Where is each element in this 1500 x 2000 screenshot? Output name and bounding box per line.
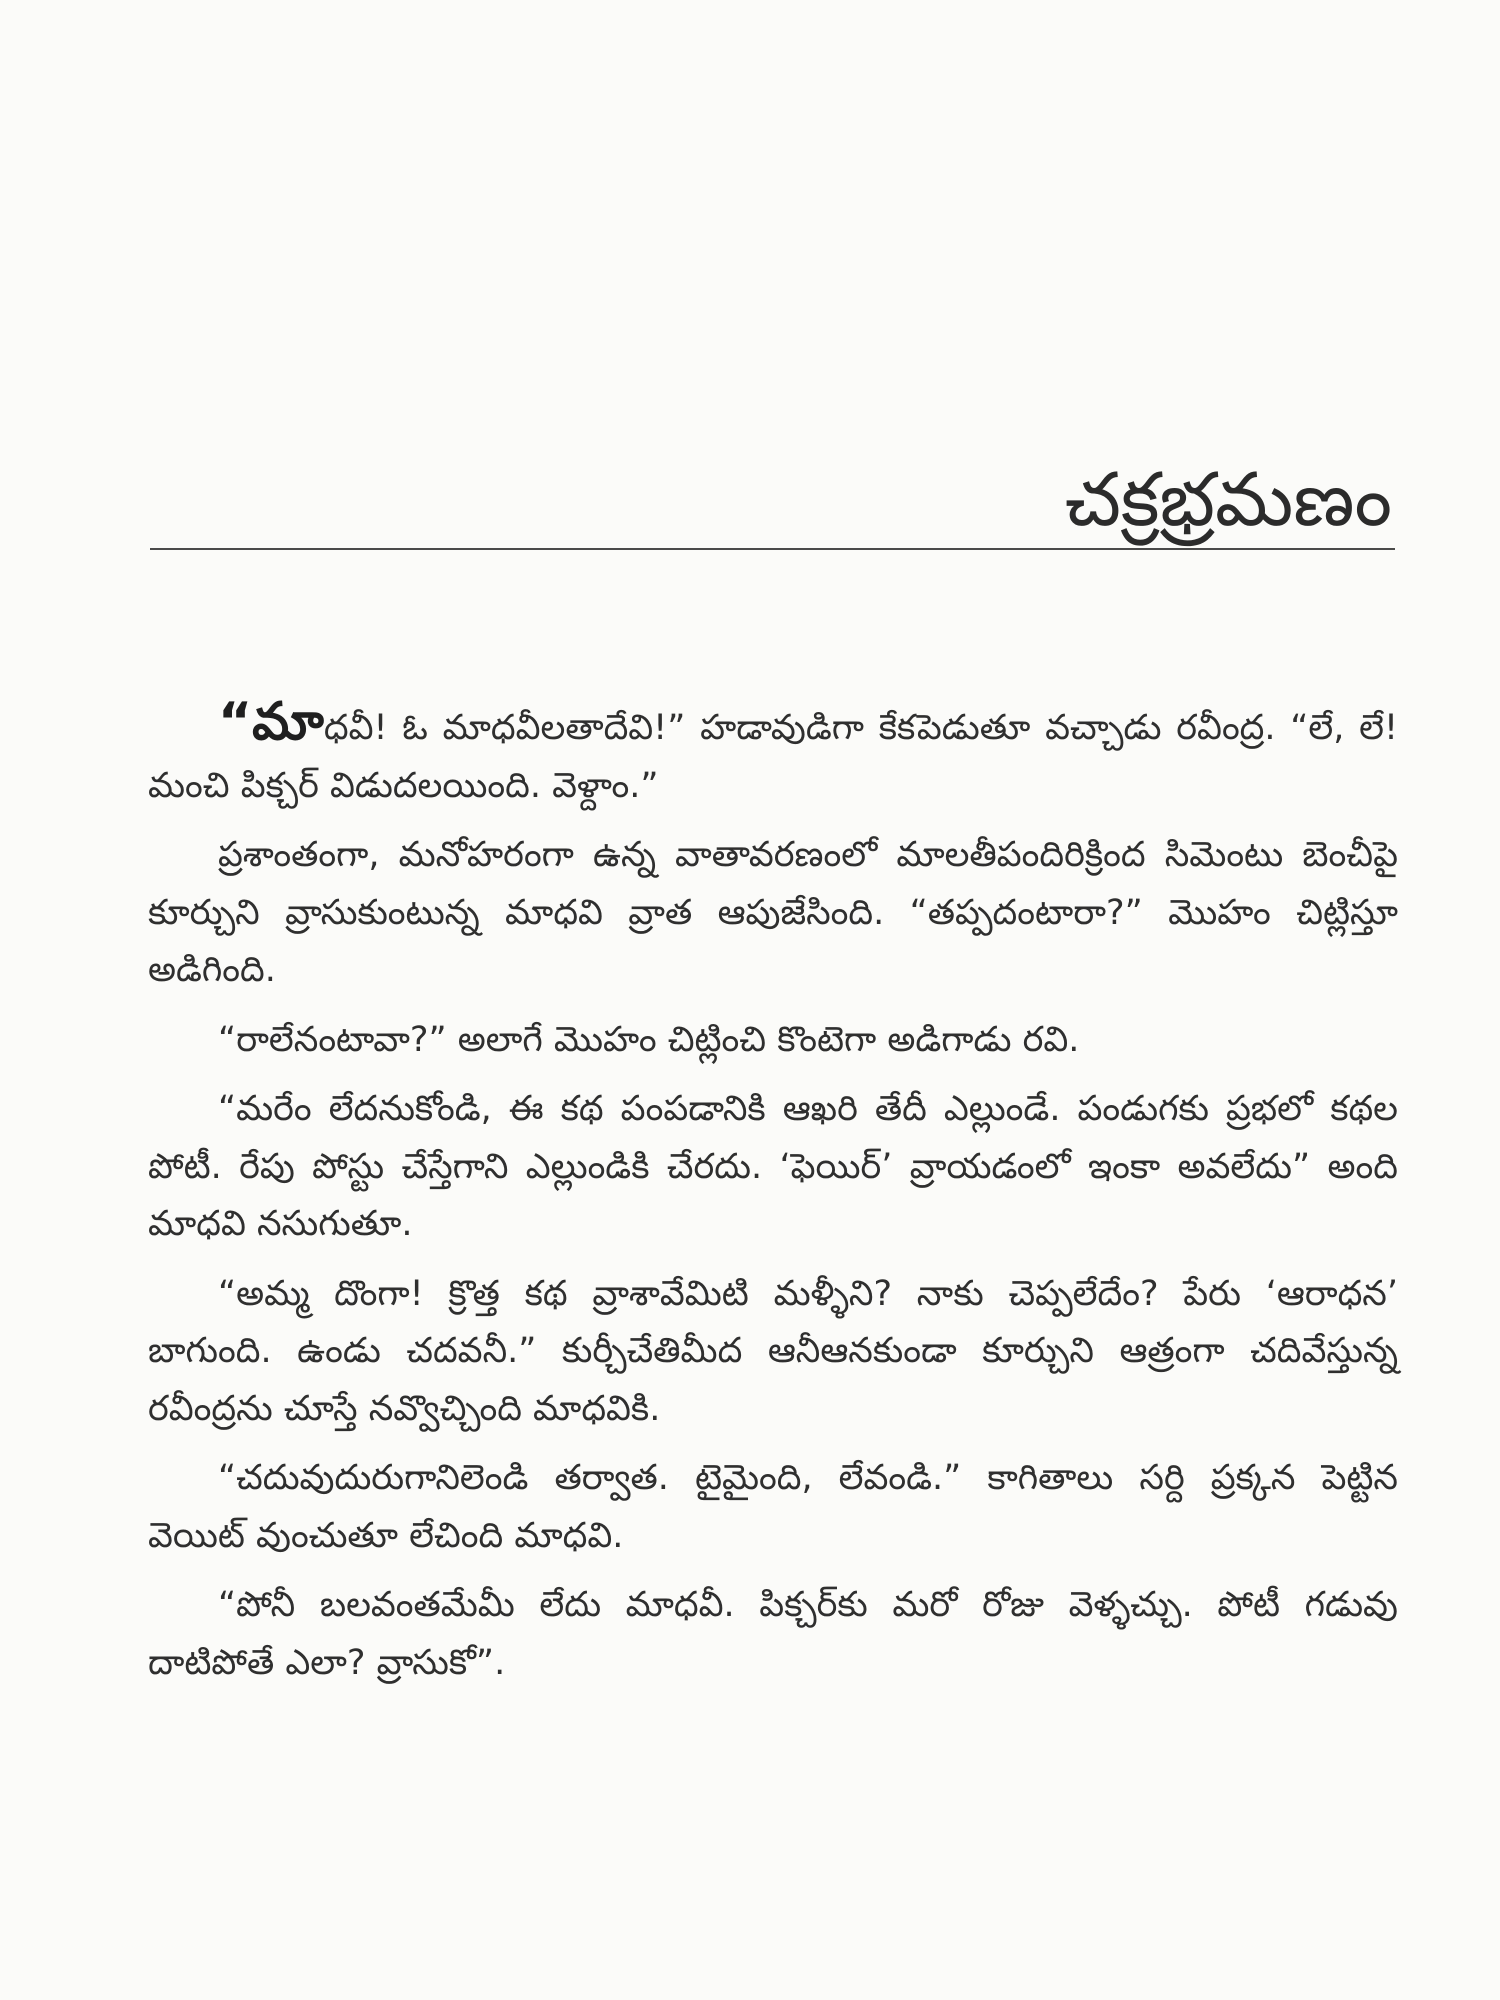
paragraph-6: “చదువుదురుగానిలెండి తర్వాత. టైమైంది, లేవండి.” కాగితాలు సర్ది ప్రక్కన పెట్టిన వెయిట్ వుంచుతూ లేచింది మాధవి. (148, 1458, 1398, 1556)
drop-cap: “మా (218, 692, 324, 752)
title-divider (150, 548, 1395, 550)
paragraph-3: “రాలేనంటావా?” అలాగే మొహం చిట్లించి కొంటెగా అడిగాడు రవి. (218, 1019, 1080, 1060)
chapter-title: చక్రభ్రమణం (1064, 457, 1392, 543)
paragraph-text: ధవీ! ఓ మాధవీలతాదేవి!” హడావుడిగా కేకపెడుతూ వచ్చాడు రవీంద్ర. “లే, లే! మంచి పిక్చర్ విడుదలయింది. వెళ్దాం.” (148, 708, 1398, 806)
paragraph-5: “అమ్మ దొంగా! క్రొత్త కథ వ్రాశావేమిటి మళ్ళీని? నాకు చెప్పలేదేం? పేరు ‘ఆరాధన’ బాగుంది. ఉండు చదవనీ.” కుర్చీచేతిమీద ఆనీఆనకుండా కూర్చుని ఆత్రంగా చదివేస్తున్న రవీంద్రను చూస్తే నవ్వొచ్చింది మాధవికి. (148, 1273, 1398, 1429)
paragraph-7: “పోనీ బలవంతమేమీ లేదు మాధవీ. పిక్చర్‌కు మరో రోజు వెళ్ళచ్చు. పోటీ గడువు దాటిపోతే ఎలా? వ్రాసుకో”. (148, 1585, 1398, 1683)
paragraph-1 (148, 692, 1398, 815)
paragraph-2: ప్రశాంతంగా, మనోహరంగా ఉన్న వాతావరణంలో మాలతీపందిరిక్రింద సిమెంటు బెంచీపై కూర్చుని వ్రాసుకుంటున్న మాధవి వ్రాత ఆపుజేసింది. “తప్పదంటారా?” మొహం చిట్లిస్తూ అడిగింది. (148, 835, 1398, 990)
paragraph-4: “మరేం లేదనుకోండి, ఈ కథ పంపడానికి ఆఖరి తేదీ ఎల్లుండే. పండుగకు ప్రభలో కథల పోటీ. రేపు పోస్టు చేస్తేగాని ఎల్లుండికి చేరదు. ‘ఫెయిర్’ వ్రాయడంలో ఇంకా అవలేదు” అంది మాధవి నసుగుతూ. (148, 1089, 1398, 1244)
story-body (148, 692, 1398, 1704)
